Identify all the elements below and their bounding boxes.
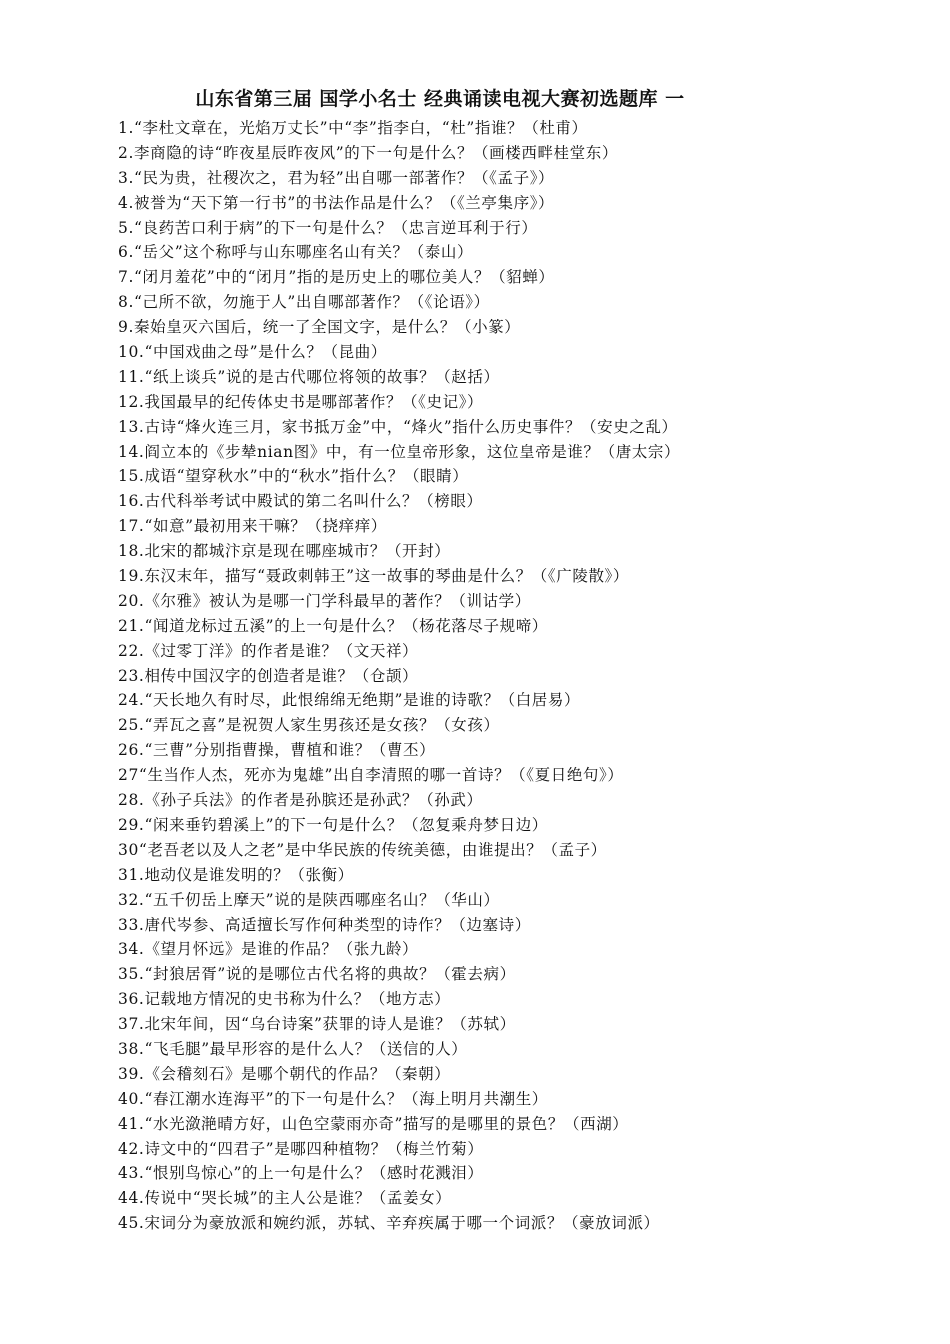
question-item: 10.“中国戏曲之母”是什么？（昆曲） <box>118 343 387 362</box>
question-item: 17.“如意”最初用来干嘛？（挠痒痒） <box>118 517 387 536</box>
question-item: 39.《会稽刻石》是哪个朝代的作品？（秦朝） <box>118 1064 451 1083</box>
question-item: 28.《孙子兵法》的作者是孙膑还是孙武？（孙武） <box>118 791 483 810</box>
question-item: 38.“飞毛腿”最早形容的是什么人？（送信的人） <box>118 1039 468 1058</box>
question-item: 36.记载地方情况的史书称为什么？（地方志） <box>118 990 451 1009</box>
question-item: 14.阎立本的《步辇nian图》中，有一位皇帝形象，这位皇帝是谁？（唐太宗） <box>118 442 681 461</box>
question-item: 22.《过零丁洋》的作者是谁？（文天祥） <box>118 641 419 660</box>
question-item: 9.秦始皇灭六国后，统一了全国文字，是什么？（小篆） <box>118 318 521 337</box>
question-item: 12.我国最早的纪传体史书是哪部著作？（《史记》） <box>118 392 484 411</box>
question-item: 42.诗文中的“四君子”是哪四种植物？（梅兰竹菊） <box>118 1139 484 1158</box>
question-list <box>118 116 918 1236</box>
question-item: 43.“恨别鸟惊心”的上一句是什么？（感时花溅泪） <box>118 1164 484 1183</box>
question-item: 25.“弄瓦之喜”是祝贺人家生男孩还是女孩？（女孩） <box>118 716 500 735</box>
question-item: 34.《望月怀远》是谁的作品？（张九龄） <box>118 940 419 959</box>
question-item: 18.北宋的都城汴京是现在哪座城市？（开封） <box>118 542 451 561</box>
question-item: 7.“闭月羞花”中的“闭月”指的是历史上的哪位美人？（貂蝉） <box>118 268 555 287</box>
question-item: 5.“良药苦口利于病”的下一句是什么？（忠言逆耳利于行） <box>118 218 538 237</box>
question-item: 16.古代科举考试中殿试的第二名叫什么？（榜眼） <box>118 492 483 511</box>
question-item: 13.古诗“烽火连三月，家书抵万金”中，“烽火”指什么历史事件？（安史之乱） <box>118 417 678 436</box>
question-item: 2.李商隐的诗“昨夜星辰昨夜风”的下一句是什么？（画楼西畔桂堂东） <box>118 143 618 162</box>
question-item: 3.“民为贵，社稷次之，君为轻”出自哪一部著作？（《孟子》） <box>118 168 555 187</box>
question-item: 35.“封狼居胥”说的是哪位古代名将的典故？（霍去病） <box>118 965 516 984</box>
question-item: 29.“闲来垂钓碧溪上”的下一句是什么？（忽复乘舟梦日边） <box>118 815 548 834</box>
question-item: 8.“己所不欲，勿施于人”出自哪部著作？（《论语》） <box>118 293 490 312</box>
question-item: 1.“李杜文章在，光焰万丈长”中“李”指李白，“杜”指谁？（杜甫） <box>118 119 588 137</box>
question-item: 27“生当作人杰，死亦为鬼雄”出自李清照的哪一首诗？（《夏日绝句》） <box>118 766 624 785</box>
question-item: 40.“春江潮水连海平”的下一句是什么？（海上明月共潮生） <box>118 1089 548 1108</box>
question-item: 30“老吾老以及人之老”是中华民族的传统美德，由谁提出？（孟子） <box>118 840 607 859</box>
question-item: 23.相传中国汉字的创造者是谁？（仓颉） <box>118 666 419 685</box>
question-item: 44.传说中“哭长城”的主人公是谁？（孟姜女） <box>118 1189 452 1208</box>
question-item: 41.“水光潋滟晴方好，山色空蒙雨亦奇”描写的是哪里的景色？（西湖） <box>118 1114 629 1133</box>
question-item: 45.宋词分为豪放派和婉约派，苏轼、辛弃疾属于哪一个词派？（豪放词派） <box>118 1214 660 1233</box>
question-item: 37.北宋年间，因“乌台诗案”获罪的诗人是谁？（苏轼） <box>118 1015 516 1034</box>
question-item: 33.唐代岑参、高适擅长写作何种类型的诗作？（边塞诗） <box>118 915 531 934</box>
question-item: 21.“闻道龙标过五溪”的上一句是什么？（杨花落尽子规啼） <box>118 616 548 635</box>
question-item: 20.《尔雅》被认为是哪一门学科最早的著作？（训诂学） <box>118 591 531 610</box>
question-item: 32.“五千仞岳上摩天”说的是陕西哪座名山？（华山） <box>118 890 500 909</box>
question-item: 24.“天长地久有时尽，此恨绵绵无绝期”是谁的诗歌？（白居易） <box>118 691 581 710</box>
document-title: 山东省第三届 国学小名士 经典诵读电视大赛初选题库 一 <box>195 88 685 110</box>
question-item: 11.“纸上谈兵”说的是古代哪位将领的故事？（赵括） <box>118 367 500 386</box>
question-item: 15.成语“望穿秋水”中的“秋水”指什么？（眼睛） <box>118 467 469 486</box>
question-item: 4.被誉为“天下第一行书”的书法作品是什么？（《兰亭集序》） <box>118 193 555 212</box>
question-item: 6.“岳父”这个称呼与山东哪座名山有关？（泰山） <box>118 243 474 262</box>
question-item: 26.“三曹”分别指曹操，曹植和谁？（曹丕） <box>118 741 436 760</box>
question-item: 31.地动仪是谁发明的？（张衡） <box>118 865 354 884</box>
question-item: 19.东汉末年，描写“聂政刺韩王”这一故事的琴曲是什么？（《广陵散》） <box>118 567 630 586</box>
